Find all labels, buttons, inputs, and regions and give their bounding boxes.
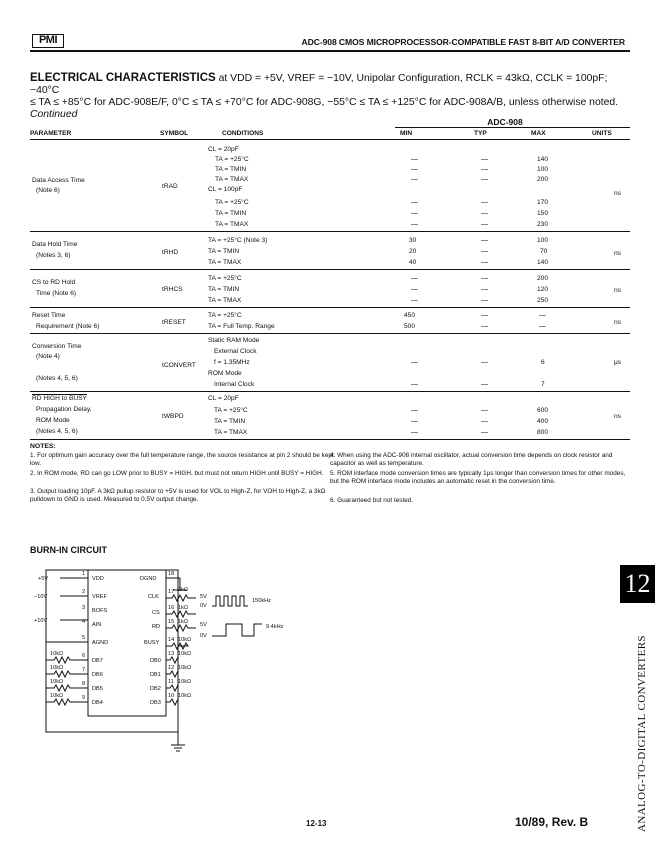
waveform-freq-9k4hz: 9.4kHz: [266, 624, 284, 630]
note-3: 3. Output loading 10pF. A 3kΩ pullup resistor to +5V is used for VOL to High-Z, for VOH to High-Z, a 3kΩ pulldown to GND is used. Measured to 0.5V output change.: [30, 488, 326, 504]
resistor-label-10k: 10kΩ: [178, 679, 192, 685]
header-rule: [30, 50, 630, 52]
waveform-5v-label: 5V: [200, 594, 207, 600]
units-cv: μs: [614, 359, 622, 366]
note-5: 5. ROM interface mode conversion times are typically 1μs longer than conversion times for other modes, but the ROM interface mode includes an automatic reset in the conversion time.: [330, 470, 626, 486]
pin-db5: DB5: [92, 686, 103, 692]
pin-db7: DB7: [92, 658, 103, 664]
max-cs-2: 250: [537, 297, 549, 304]
pin-number: 14: [168, 637, 175, 643]
cond-cs-2: TA = TMAX: [208, 297, 242, 304]
cond-rb-3: TA = TMAX: [214, 429, 248, 436]
pin-number: 18: [168, 571, 175, 577]
min-dh-1: 20: [409, 248, 417, 255]
pin-cs: CS: [152, 610, 160, 616]
resistor-label-10k: 10kΩ: [50, 679, 64, 685]
cond-cv-3: ROM Mode: [208, 370, 242, 377]
dash: —: [539, 312, 546, 319]
max-da-5: 170: [537, 199, 549, 206]
max-dh-1: 70: [540, 248, 548, 255]
pin-number: 7: [82, 667, 86, 673]
pin-dgnd: DGND: [140, 576, 157, 582]
row-rule: [30, 391, 630, 392]
symbol-trhcs: tRHCS: [162, 286, 183, 293]
cond-cv-1: External Clock: [214, 348, 257, 355]
dash: —: [411, 156, 418, 163]
symbol-tconvert: tCONVERT: [162, 362, 196, 369]
symbol-trhd: tRHD: [162, 249, 179, 256]
page-number: 12-13: [306, 819, 327, 828]
dash: —: [481, 418, 488, 425]
adc-rule: [395, 127, 630, 128]
resistor-label: 1kΩ: [178, 605, 189, 611]
dash: —: [481, 248, 488, 255]
row-rule: [30, 231, 630, 232]
param-reset-note: Requirement (Note 6): [36, 323, 100, 330]
pin-number: 6: [82, 653, 86, 659]
pin-agnd: AGND: [92, 640, 109, 646]
dash: —: [481, 359, 488, 366]
pin-db6: DB6: [92, 672, 103, 678]
cond-rs-1: TA = Full Temp. Range: [208, 323, 275, 330]
units-cs: ns: [614, 287, 621, 294]
pin-vref: VREF: [92, 594, 107, 600]
cond-cs-0: TA = +25°C: [208, 275, 242, 282]
cond-rb-2: TA = TMIN: [214, 418, 246, 425]
pmi-logo: PMI: [32, 34, 64, 48]
dash: —: [411, 210, 418, 217]
dash: —: [539, 323, 546, 330]
clock-waveform-9k4hz: [212, 624, 262, 636]
pin-db3: DB3: [150, 700, 161, 706]
col-typ: TYP: [474, 130, 487, 137]
pin-clk: CLK: [148, 594, 159, 600]
cond-da-0: CL = 20pF: [208, 146, 239, 153]
param-rd-busy-2: Propagation Delay,: [36, 406, 92, 413]
symbol-treset: tRESET: [162, 319, 186, 326]
dash: —: [411, 221, 418, 228]
dash: —: [481, 275, 488, 282]
param-conversion-note2: (Notes 4, 5, 6): [36, 375, 78, 382]
resistor-label-10k: 10kΩ: [178, 693, 192, 699]
supply-label-p10v: +10V: [34, 618, 48, 624]
burn-in-title: BURN-IN CIRCUIT: [30, 545, 107, 555]
dash: —: [481, 429, 488, 436]
min-dh-2: 40: [409, 259, 417, 266]
resistor-cs: [166, 611, 196, 617]
pin-ain: AIN: [92, 622, 102, 628]
row-rule: [30, 307, 630, 308]
clock-waveform-150khz: [212, 596, 248, 606]
cond-da-2: TA = TMIN: [215, 166, 247, 173]
pin-number: 4: [82, 619, 86, 625]
continued-label: Continued: [30, 109, 78, 120]
section-side-label: [636, 612, 646, 832]
cond-dh-1: TA = TMIN: [208, 248, 240, 255]
param-data-hold-note: (Notes 3, 6): [36, 252, 71, 259]
pin-number: 16: [168, 605, 175, 611]
dash: —: [481, 407, 488, 414]
supply-label-5v: +5V: [38, 576, 49, 582]
dash: —: [411, 286, 418, 293]
waveform-0v-label: 0V: [200, 603, 207, 609]
col-units: UNITS: [592, 130, 612, 137]
section-tab-number: 12: [620, 565, 655, 603]
note-1: 1. For optimum gain accuracy over the full temperature range, the source resistance at pin 2 should be kept low.: [30, 452, 334, 468]
pin-bofs: BOFS: [92, 608, 108, 614]
resistor-db0: [166, 657, 178, 663]
max-cs-1: 120: [537, 286, 549, 293]
max-da-1: 140: [537, 156, 549, 163]
dash: —: [411, 275, 418, 282]
note-6: 6. Guaranteed but not tested.: [330, 497, 414, 504]
max-cv-1: 7: [541, 381, 545, 388]
pin-number: 3: [82, 605, 86, 611]
pin-db4: DB4: [92, 700, 103, 706]
pin-db1: DB1: [150, 672, 161, 678]
pin-db2: DB2: [150, 686, 161, 692]
cond-da-6: TA = TMIN: [215, 210, 247, 217]
revision-date: 10/89, Rev. B: [515, 815, 589, 829]
dash: —: [481, 176, 488, 183]
ec-conditions-1: at VDD = +5V, VREF = −10V, Unipolar Configuration, RCLK = 43kΩ, CCLK = 100pF; −40°C: [30, 73, 608, 96]
cond-rs-0: TA = +25°C: [208, 312, 242, 319]
pin-number: 13: [168, 651, 175, 657]
units-rb: ns: [614, 413, 621, 420]
max-da-3: 200: [537, 176, 549, 183]
cond-cs-1: TA = TMIN: [208, 286, 240, 293]
page-header-title: ADC-908 CMOS MICROPROCESSOR-COMPATIBLE FAST 8-BIT A/D CONVERTER: [301, 37, 625, 47]
param-conversion: Conversion Time: [32, 343, 82, 350]
cond-da-7: TA = TMAX: [215, 221, 249, 228]
dash: —: [481, 312, 488, 319]
pin-rd: RD: [152, 624, 161, 630]
symbol-trad: tRAD: [162, 183, 178, 190]
burn-in-circuit-diagram: [30, 560, 290, 760]
col-symbol: SYMBOL: [160, 130, 189, 137]
ec-conditions-2: ≤ TA ≤ +85°C for ADC-908E/F, 0°C ≤ TA ≤ +70°C for ADC-908G, −55°C ≤ TA ≤ +125°C for ADC-908A/B, unless otherwise noted.: [30, 97, 619, 108]
dash: —: [481, 237, 488, 244]
dash: —: [411, 407, 418, 414]
pin-busy: BUSY: [144, 640, 160, 646]
max-da-6: 150: [537, 210, 549, 217]
cond-dh-2: TA = TMAX: [208, 259, 242, 266]
resistor-busy: [166, 643, 188, 649]
max-rb-0: 600: [537, 407, 549, 414]
cond-da-5: TA = +25°C: [215, 199, 249, 206]
cond-cv-0: Static RAM Mode: [208, 337, 260, 344]
note-4: 4. When using the ADC-908 internal oscillator, actual conversion time depends on clock resistor and capacitor as well as temperature.: [330, 452, 613, 468]
pin-number: 10: [168, 693, 175, 699]
resistor-rd: [166, 625, 196, 631]
cond-rb-1: TA = +25°C: [214, 407, 248, 414]
min-rs-1: 500: [404, 323, 416, 330]
resistor-db2: [166, 685, 178, 691]
dash: —: [411, 199, 418, 206]
max-da-7: 230: [537, 221, 549, 228]
dash: —: [481, 166, 488, 173]
max-cs-0: 200: [537, 275, 549, 282]
cond-cv-2: f = 1.35MHz: [214, 359, 250, 366]
max-dh-0: 100: [537, 237, 549, 244]
param-data-hold: Data Hold Time: [32, 241, 78, 248]
cond-cv-4: Internal Clock: [214, 381, 255, 388]
resistor-label-10k: 10kΩ: [50, 693, 64, 699]
param-rd-busy-3: ROM Mode: [36, 417, 70, 424]
resistor-label: 1kΩ: [178, 619, 189, 625]
pin-number: 5: [82, 635, 86, 641]
resistor-label-10k: 10kΩ: [50, 665, 64, 671]
dash: —: [481, 199, 488, 206]
units-da: ns: [614, 190, 621, 197]
row-rule: [30, 333, 630, 334]
param-reset: Reset Time: [32, 312, 66, 319]
waveform-5v-label: 5V: [200, 622, 207, 628]
device-name: ADC-908: [487, 117, 523, 127]
dash: —: [411, 418, 418, 425]
row-rule: [30, 269, 630, 270]
param-cs-rd-note: Time (Note 6): [36, 290, 77, 297]
dash: —: [481, 297, 488, 304]
symbol-twbpd: tWBPD: [162, 413, 184, 420]
resistor-label: 1kΩ: [178, 587, 189, 593]
units-dh: ns: [614, 250, 621, 257]
max-da-2: 100: [537, 166, 549, 173]
pin-db0: DB0: [150, 658, 161, 664]
dash: —: [481, 156, 488, 163]
param-data-access-note: (Note 6): [36, 187, 60, 194]
dash: —: [411, 176, 418, 183]
pin-number: 17: [168, 589, 175, 595]
dash: —: [411, 429, 418, 436]
pin-vdd: VDD: [92, 576, 104, 582]
pin-number: 12: [168, 665, 175, 671]
dash: —: [411, 381, 418, 388]
ec-heading: [30, 72, 630, 121]
dash: —: [481, 286, 488, 293]
table-header-rule: [30, 139, 630, 140]
pin-number: 11: [168, 679, 174, 685]
resistor-label-10k: 10kΩ: [50, 651, 64, 657]
dash: —: [481, 210, 488, 217]
max-cv-0: 6: [541, 359, 545, 366]
max-dh-2: 140: [537, 259, 549, 266]
section-side-label-text: ANALOG-TO-DIGITAL CONVERTERS: [636, 635, 648, 832]
dash: —: [481, 221, 488, 228]
pin-number: 8: [82, 681, 86, 687]
supply-label-m10v: −10V: [34, 594, 48, 600]
col-parameter: PARAMETER: [30, 130, 72, 137]
pin-number: 2: [82, 589, 86, 595]
dash: —: [411, 166, 418, 173]
param-conversion-note: (Note 4): [36, 353, 60, 360]
resistor-label-10k: 10kΩ: [178, 637, 192, 643]
param-cs-rd: CS to RD Hold: [32, 279, 76, 286]
pin-number: 9: [82, 695, 86, 701]
param-rd-busy-4: (Notes 4, 5, 6): [36, 428, 78, 435]
min-dh-0: 30: [409, 237, 417, 244]
cond-rb-0: CL = 20pF: [208, 395, 239, 402]
cond-da-3: TA = TMAX: [215, 176, 249, 183]
waveform-freq-150khz: 150kHz: [252, 598, 271, 604]
pin-number: 1: [82, 571, 86, 577]
pin-number: 15: [168, 619, 175, 625]
note-2: 2. In ROM mode, RD can go LOW prior to BUSY = HIGH, but must not return HIGH until BUSY = HIGH.: [30, 470, 324, 477]
resistor-label-10k: 10kΩ: [178, 665, 192, 671]
min-rs-0: 450: [404, 312, 416, 319]
resistor-db1: [166, 671, 178, 677]
resistor-db3: [166, 699, 178, 705]
dash: —: [481, 381, 488, 388]
col-max: MAX: [531, 130, 546, 137]
dash: —: [411, 359, 418, 366]
param-data-access: Data Access Time: [32, 177, 85, 184]
dash: —: [481, 259, 488, 266]
max-rb-1: 400: [537, 418, 549, 425]
ec-title: ELECTRICAL CHARACTERISTICS: [30, 72, 216, 84]
resistor-clk: [166, 595, 196, 601]
units-rs: ns: [614, 319, 621, 326]
resistor-label-10k: 10kΩ: [178, 651, 192, 657]
cond-da-1: TA = +25°C: [215, 156, 249, 163]
waveform-0v-label: 0V: [200, 633, 207, 639]
col-conditions: CONDITIONS: [222, 130, 264, 137]
dash: —: [481, 323, 488, 330]
table-bottom-rule: [30, 439, 630, 440]
cond-dh-0: TA = +25°C (Note 3): [208, 237, 268, 244]
cond-da-4: CL = 100pF: [208, 186, 243, 193]
max-rb-2: 800: [537, 429, 549, 436]
notes-title: NOTES:: [30, 443, 56, 450]
col-min: MIN: [400, 130, 413, 137]
dash: —: [411, 297, 418, 304]
param-rd-busy: RD HIGH to BUSY: [32, 395, 87, 402]
